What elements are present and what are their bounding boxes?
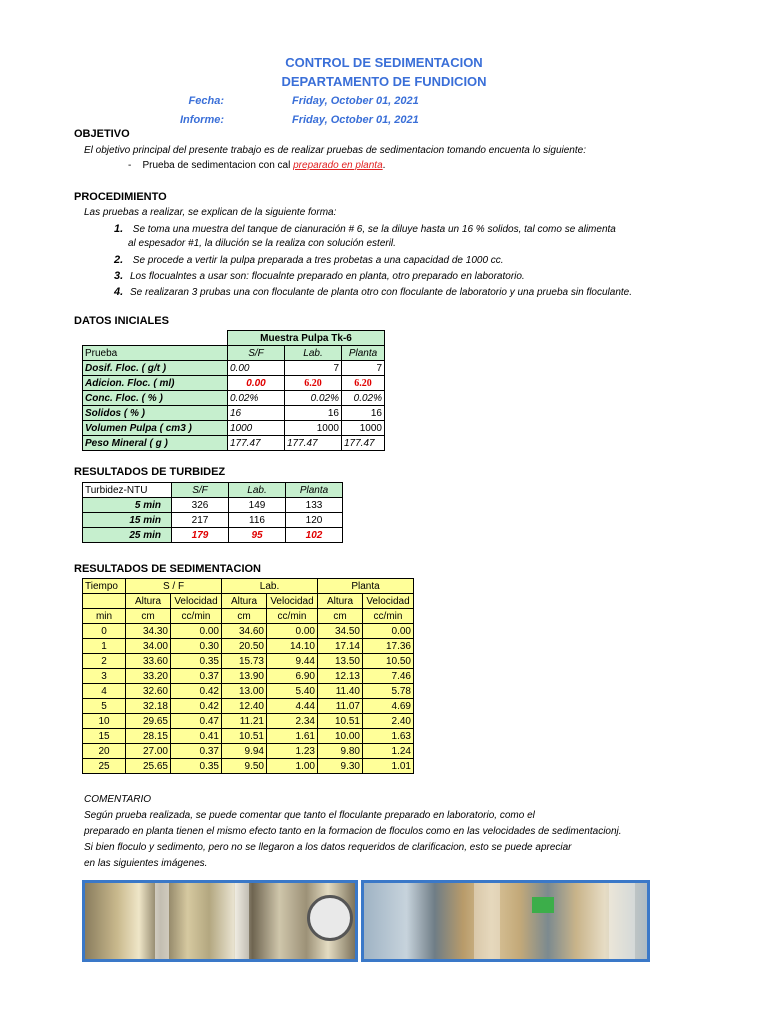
col-sf: S/F bbox=[172, 483, 229, 498]
cell: 0.00 bbox=[267, 624, 318, 639]
cell: 2.40 bbox=[363, 714, 414, 729]
group-planta: Planta bbox=[318, 579, 414, 594]
sub-velocidad: Velocidad bbox=[363, 594, 414, 609]
cell: 0.02% bbox=[342, 391, 385, 406]
table-row bbox=[83, 376, 385, 391]
fecha-value: Friday, October 01, 2021 bbox=[292, 95, 419, 107]
informe-value: Friday, October 01, 2021 bbox=[292, 114, 419, 126]
cell: 116 bbox=[229, 513, 286, 528]
comentario-line: Según prueba realizada, se puede comentar que tanto el floculante preparado en laboratorio, como el bbox=[84, 810, 535, 821]
cell: 32.60 bbox=[126, 684, 171, 699]
cell: 16 bbox=[228, 406, 285, 421]
cell: 179 bbox=[172, 528, 229, 543]
cell: 0.02% bbox=[228, 391, 285, 406]
comentario-line: en las siguientes imágenes. bbox=[84, 858, 208, 869]
preparado-link[interactable]: preparado en planta bbox=[293, 160, 383, 171]
table-row bbox=[83, 729, 414, 744]
row-label: 5 min bbox=[83, 498, 172, 513]
cell: 177.47 bbox=[285, 436, 342, 451]
table-row bbox=[83, 513, 343, 528]
datos-table bbox=[82, 330, 385, 451]
table-row bbox=[83, 699, 414, 714]
cylinder-shape bbox=[609, 883, 635, 959]
cell: 34.00 bbox=[126, 639, 171, 654]
cell: 20.50 bbox=[222, 639, 267, 654]
cell: 9.44 bbox=[267, 654, 318, 669]
objetivo-text: El objetivo principal del presente trabajo es de realizar pruebas de sedimentacion tomando encuenta lo siguiente: bbox=[84, 145, 586, 156]
cell: 0.00 bbox=[171, 624, 222, 639]
cell: 7 bbox=[342, 361, 385, 376]
sedimentacion-heading: RESULTADOS DE SEDIMENTACION bbox=[74, 563, 262, 575]
informe-label: Informe: bbox=[180, 114, 224, 126]
table-row bbox=[83, 714, 414, 729]
table-row bbox=[83, 528, 343, 543]
procedimiento-intro: Las pruebas a realizar, se explican de la siguiente forma: bbox=[84, 207, 337, 218]
table-row bbox=[83, 639, 414, 654]
cell: 9.50 bbox=[222, 759, 267, 774]
cell: 13.50 bbox=[318, 654, 363, 669]
cell: 5.40 bbox=[267, 684, 318, 699]
unit-cm: cm bbox=[126, 609, 171, 624]
table-row bbox=[83, 744, 414, 759]
table-row bbox=[83, 391, 385, 406]
cell: 1.24 bbox=[363, 744, 414, 759]
cell: 95 bbox=[229, 528, 286, 543]
step-3 bbox=[114, 270, 525, 282]
sedimentacion-table bbox=[82, 578, 414, 774]
cell: 0.30 bbox=[171, 639, 222, 654]
step-text: Se procede a vertir la pulpa preparada a tres probetas a una capacidad de 1000 cc. bbox=[130, 255, 504, 266]
sub-altura: Altura bbox=[126, 594, 171, 609]
tiempo-cell: 10 bbox=[83, 714, 126, 729]
cell: 29.65 bbox=[126, 714, 171, 729]
page-title: CONTROL DE SEDIMENTACION bbox=[285, 55, 483, 70]
sample-photo-2 bbox=[361, 880, 650, 962]
row-label: 25 min bbox=[83, 528, 172, 543]
bullet-text: Prueba de sedimentacion con cal bbox=[142, 160, 294, 171]
table-row bbox=[83, 361, 385, 376]
procedimiento-heading: PROCEDIMIENTO bbox=[74, 191, 167, 203]
prueba-header: Prueba bbox=[83, 346, 228, 361]
cell: 28.15 bbox=[126, 729, 171, 744]
row-label: Dosif. Floc. ( g/t ) bbox=[83, 361, 228, 376]
cylinder-shape bbox=[474, 883, 500, 959]
cell: 4.69 bbox=[363, 699, 414, 714]
tiempo-header: Tiempo bbox=[83, 579, 126, 594]
cell: 1.61 bbox=[267, 729, 318, 744]
table-row bbox=[83, 654, 414, 669]
cell: 1000 bbox=[228, 421, 285, 436]
cell: 177.47 bbox=[228, 436, 285, 451]
cell: 11.21 bbox=[222, 714, 267, 729]
cell: 12.13 bbox=[318, 669, 363, 684]
step-1-cont: al espesador #1, la dilución se la realiza con solución esteril. bbox=[128, 238, 396, 249]
cell: 149 bbox=[229, 498, 286, 513]
cell: 15.73 bbox=[222, 654, 267, 669]
turbidez-table bbox=[82, 482, 343, 543]
step-number: 4. bbox=[114, 286, 124, 298]
cell: 34.60 bbox=[222, 624, 267, 639]
cell: 9.30 bbox=[318, 759, 363, 774]
cell: 10.51 bbox=[318, 714, 363, 729]
muestra-header: Muestra Pulpa Tk-6 bbox=[228, 331, 385, 346]
cell: 6.90 bbox=[267, 669, 318, 684]
sign-shape bbox=[532, 897, 554, 913]
cell: 5.78 bbox=[363, 684, 414, 699]
table-row bbox=[83, 421, 385, 436]
cell: 0.42 bbox=[171, 699, 222, 714]
cell: 10.00 bbox=[318, 729, 363, 744]
table-row bbox=[83, 498, 343, 513]
tiempo-cell: 0 bbox=[83, 624, 126, 639]
cell: 217 bbox=[172, 513, 229, 528]
bullet-period: . bbox=[382, 160, 386, 171]
step-2 bbox=[114, 254, 504, 266]
sub-altura: Altura bbox=[318, 594, 363, 609]
cell: 16 bbox=[342, 406, 385, 421]
comentario-line: preparado en planta tienen el mismo efecto tanto en la formacion de floculos como en las velocidades de sedimentacionj. bbox=[84, 826, 622, 837]
cell: 34.50 bbox=[318, 624, 363, 639]
tiempo-cell: 2 bbox=[83, 654, 126, 669]
col-planta: Planta bbox=[286, 483, 343, 498]
cell: 0.00 bbox=[228, 376, 285, 391]
unit-cm: cm bbox=[318, 609, 363, 624]
cell: 0.35 bbox=[171, 759, 222, 774]
sedimentacion-body bbox=[83, 624, 414, 774]
gauge-icon bbox=[307, 895, 353, 941]
cell: 2.34 bbox=[267, 714, 318, 729]
col-sf: S/F bbox=[228, 346, 285, 361]
unit-cm: cm bbox=[222, 609, 267, 624]
sample-photo-1 bbox=[82, 880, 358, 962]
cell: 10.51 bbox=[222, 729, 267, 744]
comentario-heading: COMENTARIO bbox=[84, 794, 152, 805]
cell: 4.44 bbox=[267, 699, 318, 714]
cell: 9.94 bbox=[222, 744, 267, 759]
step-4 bbox=[114, 286, 632, 298]
cylinder-shape bbox=[235, 883, 249, 959]
cell: 326 bbox=[172, 498, 229, 513]
group-lab: Lab. bbox=[222, 579, 318, 594]
table-row bbox=[83, 669, 414, 684]
step-text: Se toma una muestra del tanque de cianuración # 6, se la diluye hasta un 16 % solidos, tal como se alimenta bbox=[130, 224, 616, 235]
cell: 13.00 bbox=[222, 684, 267, 699]
group-sf: S / F bbox=[126, 579, 222, 594]
cell: 10.50 bbox=[363, 654, 414, 669]
cell: 1000 bbox=[285, 421, 342, 436]
tiempo-cell: 1 bbox=[83, 639, 126, 654]
cell: 0.00 bbox=[228, 361, 285, 376]
cell: 0.00 bbox=[363, 624, 414, 639]
cell: 7.46 bbox=[363, 669, 414, 684]
step-number: 2. bbox=[114, 254, 124, 266]
cell: 11.07 bbox=[318, 699, 363, 714]
tiempo-cell: 15 bbox=[83, 729, 126, 744]
cell: 0.47 bbox=[171, 714, 222, 729]
step-text: Se realizaran 3 prubas una con floculante de planta otro con floculante de laboratorio y una prueba sin floculante. bbox=[130, 287, 633, 298]
cell: 1.01 bbox=[363, 759, 414, 774]
cylinder-shape bbox=[155, 883, 169, 959]
unit-vel: cc/min bbox=[171, 609, 222, 624]
sub-velocidad: Velocidad bbox=[267, 594, 318, 609]
cell: 17.36 bbox=[363, 639, 414, 654]
row-label: 15 min bbox=[83, 513, 172, 528]
cell: 7 bbox=[285, 361, 342, 376]
row-label: Volumen Pulpa ( cm3 ) bbox=[83, 421, 228, 436]
col-lab: Lab. bbox=[229, 483, 286, 498]
tiempo-cell: 25 bbox=[83, 759, 126, 774]
cell: 133 bbox=[286, 498, 343, 513]
cell: 9.80 bbox=[318, 744, 363, 759]
table-row bbox=[83, 759, 414, 774]
cell: 11.40 bbox=[318, 684, 363, 699]
row-label: Peso Mineral ( g ) bbox=[83, 436, 228, 451]
row-label: Adicion. Floc. ( ml) bbox=[83, 376, 228, 391]
tiempo-cell: 4 bbox=[83, 684, 126, 699]
page-subtitle: DEPARTAMENTO DE FUNDICION bbox=[281, 74, 487, 89]
unit-vel: cc/min bbox=[363, 609, 414, 624]
cell: 34.30 bbox=[126, 624, 171, 639]
turbidez-header: Turbidez-NTU bbox=[83, 483, 172, 498]
cell: 17.14 bbox=[318, 639, 363, 654]
turbidez-heading: RESULTADOS DE TURBIDEZ bbox=[74, 466, 226, 478]
step-number: 1. bbox=[114, 223, 124, 235]
cell: 12.40 bbox=[222, 699, 267, 714]
row-label: Conc. Floc. ( % ) bbox=[83, 391, 228, 406]
cell: 6.20 bbox=[342, 376, 385, 391]
table-row bbox=[83, 406, 385, 421]
table-row bbox=[83, 684, 414, 699]
cell: 0.37 bbox=[171, 744, 222, 759]
step-number: 3. bbox=[114, 270, 124, 282]
cell: 0.02% bbox=[285, 391, 342, 406]
cell: 177.47 bbox=[342, 436, 385, 451]
col-lab: Lab. bbox=[285, 346, 342, 361]
cell: 0.37 bbox=[171, 669, 222, 684]
datos-heading: DATOS INICIALES bbox=[74, 315, 169, 327]
table-row bbox=[83, 436, 385, 451]
col-planta: Planta bbox=[342, 346, 385, 361]
cell: 16 bbox=[285, 406, 342, 421]
cell: 102 bbox=[286, 528, 343, 543]
tiempo-cell: 20 bbox=[83, 744, 126, 759]
sub-altura: Altura bbox=[222, 594, 267, 609]
cell: 14.10 bbox=[267, 639, 318, 654]
cell: 6.20 bbox=[285, 376, 342, 391]
cell: 1.00 bbox=[267, 759, 318, 774]
cell: 120 bbox=[286, 513, 343, 528]
cell: 13.90 bbox=[222, 669, 267, 684]
unit-min: min bbox=[83, 609, 126, 624]
tiempo-cell: 5 bbox=[83, 699, 126, 714]
comentario-line: Si bien floculo y sedimento, pero no se llegaron a los datos requeridos de clarificacion, esto se puede apreciar bbox=[84, 842, 572, 853]
step-1 bbox=[114, 223, 616, 235]
cell: 0.42 bbox=[171, 684, 222, 699]
row-label: Solidos ( % ) bbox=[83, 406, 228, 421]
table-row bbox=[83, 624, 414, 639]
step-text: Los flocualntes a usar son: flocualnte preparado en planta, otro preparado en laboratorio. bbox=[130, 271, 525, 282]
unit-vel: cc/min bbox=[267, 609, 318, 624]
objetivo-heading: OBJETIVO bbox=[74, 128, 130, 140]
fecha-label: Fecha: bbox=[188, 95, 224, 107]
sub-velocidad: Velocidad bbox=[171, 594, 222, 609]
cell: 1000 bbox=[342, 421, 385, 436]
tiempo-cell: 3 bbox=[83, 669, 126, 684]
cell: 0.35 bbox=[171, 654, 222, 669]
cell: 25.65 bbox=[126, 759, 171, 774]
cell: 27.00 bbox=[126, 744, 171, 759]
cell: 33.20 bbox=[126, 669, 171, 684]
cell: 32.18 bbox=[126, 699, 171, 714]
objetivo-bullet bbox=[128, 160, 385, 171]
cell: 33.60 bbox=[126, 654, 171, 669]
cell: 1.23 bbox=[267, 744, 318, 759]
bullet-dash: - bbox=[128, 160, 132, 171]
cell: 1.63 bbox=[363, 729, 414, 744]
cell: 0.41 bbox=[171, 729, 222, 744]
